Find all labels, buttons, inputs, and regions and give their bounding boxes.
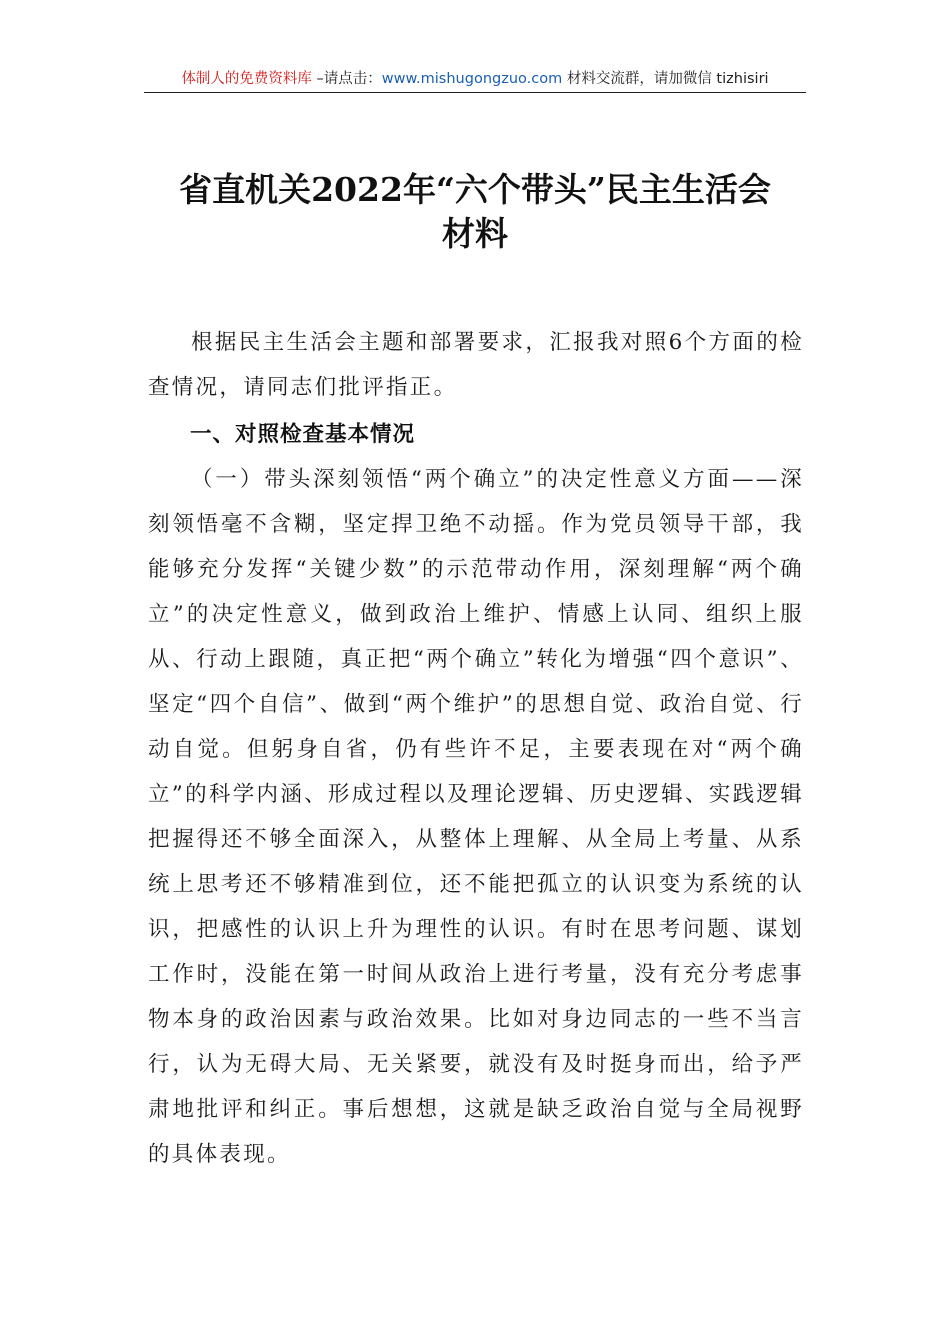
body-paragraph-1: （一）带头深刻领悟“两个确立”的决定性意义方面——深刻领悟毫不含糊，坚定捍卫绝不动摇。作为党员领导干部，我能够充分发挥“关键少数”的示范带动作用，深刻理解“两个确立”的决定性意义，做到政治上维护、情感上认同、组织上服从、行动上跟随，真正把“两个确立”转化为增强“四个意识”、坚定“四个自信”、做到“两个维护”的思想自觉、政治自觉、行动自觉。但躬身自省，仍有些许不足，主要表现在对“两个确立”的科学内涵、形成过程以及理论逻辑、历史逻辑、实践逻辑把握得还不够全面深入，从整体上理解、从全局上考量、从系统上思考还不够精准到位，还不能把孤立的认识变为系统的认识，把感性的认识上升为理性的认识。有时在思考问题、谋划工作时，没能在第一时间从政治上进行考量，没有充分考虑事物本身的政治因素与政治效果。比如对身边同志的一些不当言行，认为无碍大局、无关紧要，就没有及时挺身而出，给予严肃地批评和纠正。事后想想，这就是缺乏政治自觉与全局视野的具体表现。 xyxy=(148,467,804,1167)
page-header xyxy=(144,66,806,93)
section-heading-1: 一、对照检查基本情况 xyxy=(190,422,416,447)
header-site-name: 体制人的免费资料库 xyxy=(181,71,312,87)
header-contact: 材料交流群，请加微信 tizhisiri xyxy=(562,71,769,87)
header-prompt: –请点击： xyxy=(311,71,382,87)
header-url-link[interactable]: www.mishugongzuo.com xyxy=(381,71,563,87)
title-line-1: 省直机关2022年“六个带头”民主生活会 xyxy=(179,170,771,209)
title-line-2: 材料 xyxy=(442,214,508,253)
document-title xyxy=(110,168,840,256)
intro-paragraph: 根据民主生活会主题和部署要求，汇报我对照6个方面的检查情况，请同志们批评指正。 xyxy=(148,330,804,400)
